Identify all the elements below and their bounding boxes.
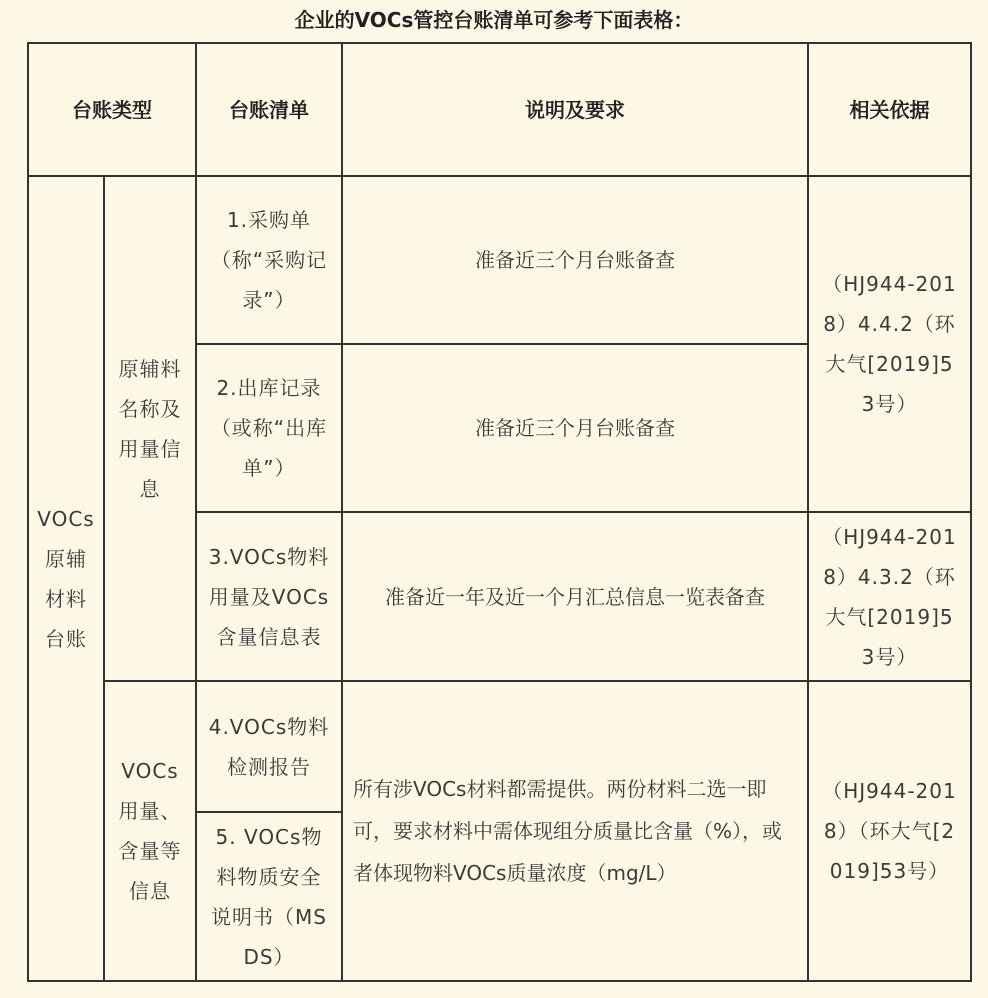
list-item-text: 4.VOCs物料检测报告 — [208, 714, 330, 779]
basis-text: （HJ944-2018）4.4.2（环大气[2019]53号） — [822, 272, 957, 416]
requirement-cell — [342, 512, 808, 681]
table-row — [28, 176, 971, 344]
category-sub-vocs — [104, 681, 196, 981]
header-list: 台账清单 — [196, 43, 342, 176]
list-item-text: 3.VOCs物料用量及VOCs含量信息表 — [208, 544, 330, 649]
list-item-text: 2.出库记录（或称“出库单”） — [210, 376, 328, 480]
requirement-cell — [342, 344, 808, 512]
ledger-table — [27, 42, 972, 982]
basis-cell — [808, 681, 971, 981]
category-sub-materials — [104, 176, 196, 681]
requirement-text: 所有涉VOCs材料都需提供。两份材料二选一即可，要求材料中需体现组分质量比含量（%），或者体现物料VOCs质量浓度（mg/L） — [353, 777, 783, 885]
requirement-cell — [342, 681, 808, 981]
list-item-text: 1.采购单（称“采购记录”） — [210, 208, 328, 312]
list-item — [196, 812, 342, 981]
basis-text: （HJ944-2018）4.3.2（环大气[2019]53号） — [822, 524, 957, 669]
basis-text: （HJ944-2018）（环大气[2019]53号） — [822, 779, 957, 883]
list-item — [196, 344, 342, 512]
basis-cell — [808, 176, 971, 512]
requirement-text: 准备近三个月台账备查 — [475, 416, 675, 440]
list-item-text: 5. VOCs物料物质安全说明书（MSDS） — [211, 824, 327, 969]
requirement-text: 准备近三个月台账备查 — [475, 248, 675, 272]
list-item — [196, 512, 342, 681]
header-row — [28, 43, 971, 176]
requirement-text: 准备近一年及近一个月汇总信息一览表备查 — [385, 584, 765, 609]
table-row — [28, 681, 971, 812]
basis-cell — [808, 512, 971, 681]
page-title: 企业的VOCs管控台账清单可参考下面表格： — [294, 8, 694, 32]
requirement-cell — [342, 176, 808, 344]
header-type: 台账类型 — [28, 43, 196, 176]
category-sub-materials-text: 原辅料名称及用量信息 — [118, 356, 182, 501]
header-basis: 相关依据 — [808, 43, 971, 176]
header-requirement: 说明及要求 — [342, 43, 808, 176]
category-main-text: VOCs原辅材料台账 — [37, 506, 95, 651]
category-sub-vocs-text: VOCs用量、含量等信息 — [118, 759, 182, 903]
list-item — [196, 176, 342, 344]
list-item — [196, 681, 342, 812]
category-main — [28, 176, 104, 981]
